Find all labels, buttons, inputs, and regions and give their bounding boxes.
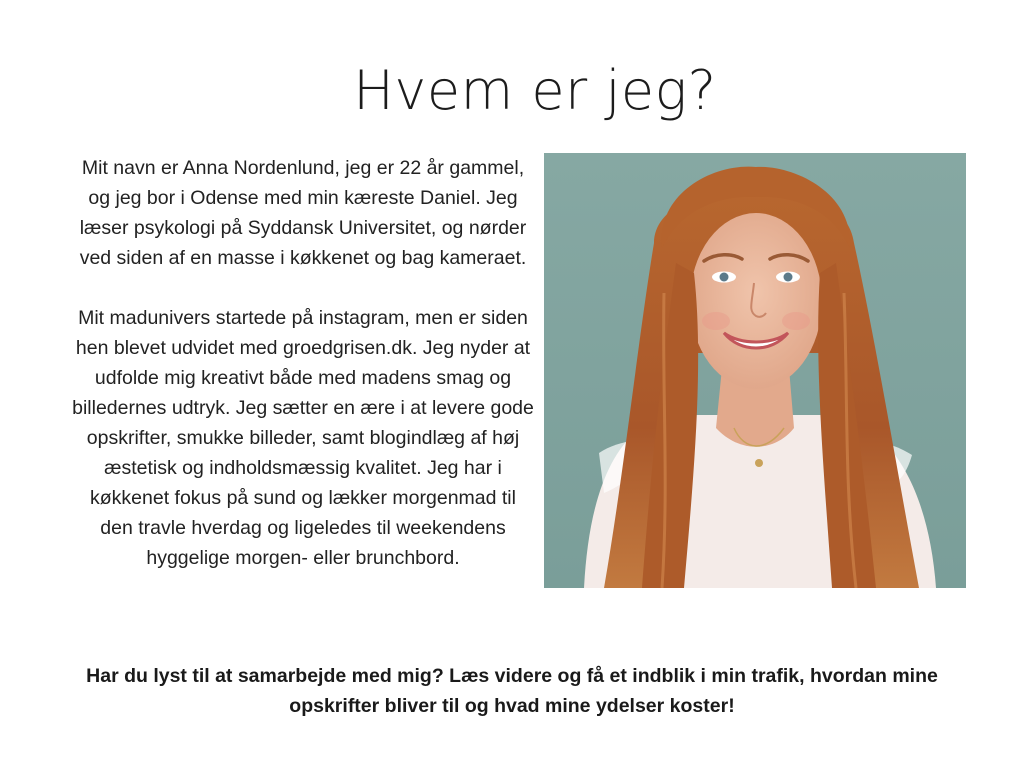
- intro-text: [72, 153, 534, 573]
- face: [690, 213, 822, 389]
- page-title: Hvem er jeg?: [353, 59, 717, 122]
- intro-paragraph: Mit madunivers startede på instagram, men er siden hen blevet udvidet med groedgrisen.dk. Jeg nyder at udfolde mig kreativt både med madens smag og billedernes udtryk. Jeg sætter en ære i at levere gode opskrifter, smukke billeder, samt blogindlæg af høj æstetisk og indholdsmæssig kvalitet. Jeg har i køkkenet fokus på sund og lækker morgenmad til den travle hverdag og ligeledes til weekendens hyggelige morgen- eller brunchbord.: [72, 307, 534, 569]
- portrait-illustration: [544, 153, 966, 588]
- intro-paragraph: Mit navn er Anna Nordenlund, jeg er 22 år gammel, og jeg bor i Odense med min kæreste Daniel. Jeg læser psykologi på Syddansk Universitet, og nørder ved siden af en masse i køkkenet og bag kameraet.: [79, 157, 527, 269]
- portrait-photo: [544, 153, 966, 588]
- collaboration-call-to-action: Har du lyst til at samarbejde med mig? Læs videre og få et indblik i min trafik, hvordan mine opskrifter bliver til og hvad mine ydelser koster!: [86, 665, 938, 717]
